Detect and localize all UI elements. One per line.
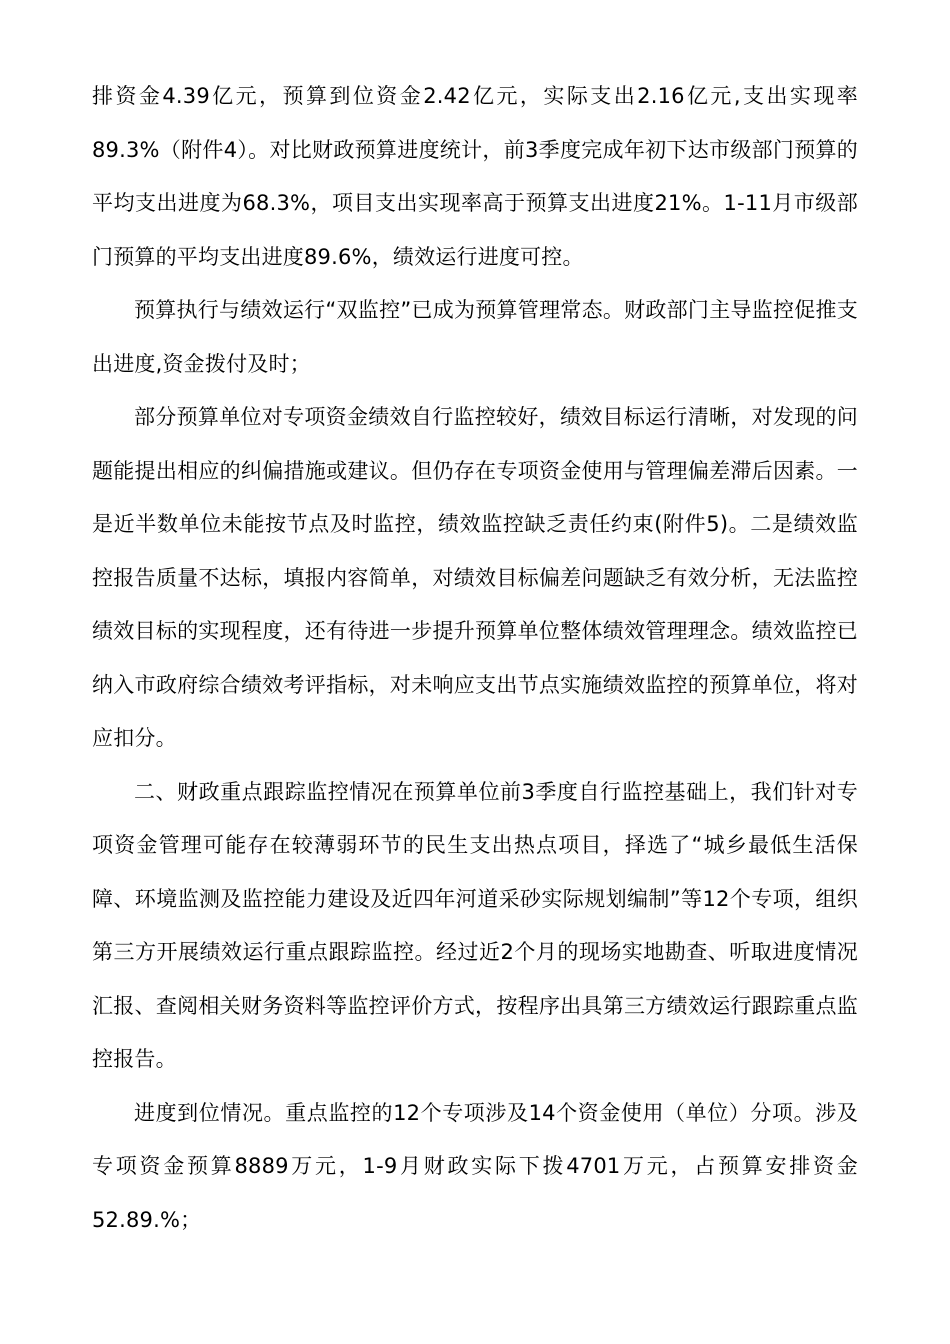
- document-body: [92, 70, 858, 1247]
- paragraph-self-monitoring: 部分预算单位对专项资金绩效自行监控较好，绩效目标运行清晰，对发现的问题能提出相应的纠偏措施或建议。但仍存在专项资金使用与管理偏差滞后因素。一是近半数单位未能按节点及时监控，绩效监控缺乏责任约束(附件5)。二是绩效监控报告质量不达标，填报内容简单，对绩效目标偏差问题缺乏有效分析，无法监控绩效目标的实现程度，还有待进一步提升预算单位整体绩效管理理念。绩效监控已纳入市政府综合绩效考评指标，对未响应支出节点实施绩效监控的预算单位，将对应扣分。: [92, 405, 858, 750]
- paragraph-progress-status: 进度到位情况。重点监控的12个专项涉及14个资金使用（单位）分项。涉及专项资金预算8889万元，1-9月财政实际下拨4701万元，占预算安排资金52.89.%；: [92, 1100, 858, 1232]
- paragraph-dual-monitoring: 预算执行与绩效运行“双监控”已成为预算管理常态。财政部门主导监控促推支出进度,资金拨付及时；: [92, 298, 858, 376]
- paragraph-key-tracking: 二、财政重点跟踪监控情况在预算单位前3季度自行监控基础上，我们针对专项资金管理可能存在较薄弱环节的民生支出热点项目，择选了“城乡最低生活保障、环境监测及监控能力建设及近四年河道采砂实际规划编制”等12个专项，组织第三方开展绩效运行重点跟踪监控。经过近2个月的现场实地勘查、听取进度情况汇报、查阅相关财务资料等监控评价方式，按程序出具第三方绩效运行跟踪重点监控报告。: [92, 779, 858, 1071]
- paragraph-continuation: 排资金4.39亿元，预算到位资金2.42亿元，实际支出2.16亿元,支出实现率89.3%（附件4）。对比财政预算进度统计，前3季度完成年初下达市级部门预算的平均支出进度为68.3%，项目支出实现率高于预算支出进度21%。1-11月市级部门预算的平均支出进度89.6%，绩效运行进度可控。: [92, 84, 858, 269]
